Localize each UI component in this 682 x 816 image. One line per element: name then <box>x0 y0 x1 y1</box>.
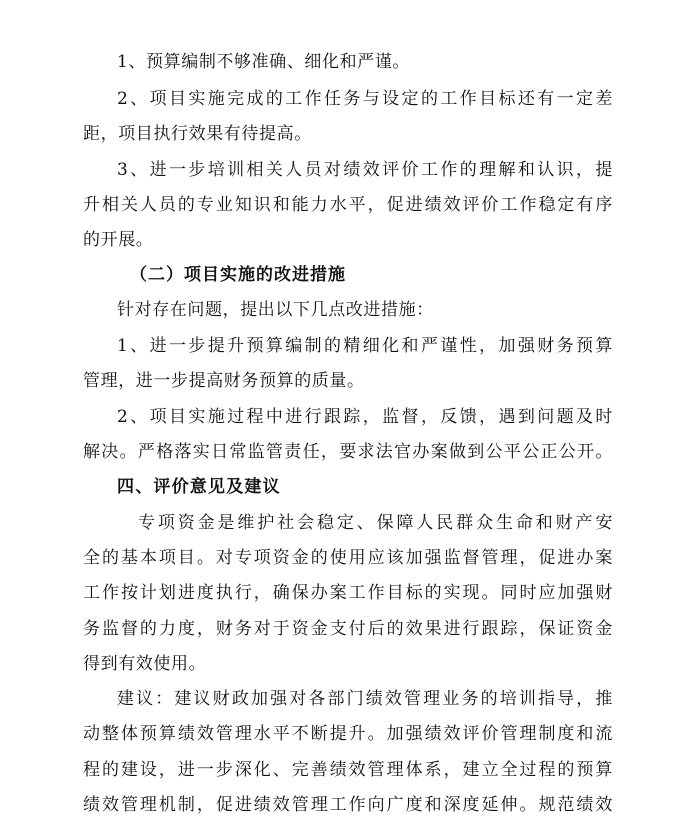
paragraph-line: 工作按计划进度执行，确保办案工作目标的实现。同时应加强财 <box>83 583 613 603</box>
paragraph-line: 2、项目实施过程中进行跟踪，监督，反馈，遇到问题及时 <box>117 407 613 427</box>
paragraph-line: 3、进一步培训相关人员对绩效评价工作的理解和认识，提 <box>117 160 613 180</box>
paragraph-line: 距，项目执行效果有待提高。 <box>83 124 312 144</box>
paragraph-line: 得到有效使用。 <box>83 654 207 674</box>
paragraph-line: 专项资金是维护社会稳定、保障人民群众生命和财产安 <box>138 513 613 533</box>
paragraph-line: 建议：建议财政加强对各部门绩效管理业务的培训指导，推 <box>117 689 613 709</box>
paragraph-line: 的开展。 <box>83 230 154 250</box>
section-heading: 四、评价意见及建议 <box>117 477 281 497</box>
paragraph-line: 程的建设，进一步深化、完善绩效管理体系，建立全过程的预算 <box>83 760 613 780</box>
paragraph-line: 针对存在问题，提出以下几点改进措施： <box>117 300 434 320</box>
paragraph-line: 2、项目实施完成的工作任务与设定的工作目标还有一定差 <box>117 89 613 109</box>
paragraph-line: 务监督的力度，财务对于资金支付后的效果进行跟踪，保证资金 <box>83 619 613 639</box>
section-subheading: （二）项目实施的改进措施 <box>130 265 346 285</box>
paragraph-line: 绩效管理机制，促进绩效管理工作向广度和深度延伸。规范绩效 <box>83 795 613 815</box>
paragraph-line: 1、预算编制不够准确、细化和严谨。 <box>117 52 411 72</box>
paragraph-line: 升相关人员的专业知识和能力水平，促进绩效评价工作稳定有序 <box>83 195 613 215</box>
paragraph-line: 1、进一步提升预算编制的精细化和严谨性，加强财务预算 <box>117 336 613 356</box>
paragraph-line: 解决。严格落实日常监管责任，要求法官办案做到公平公正公开。 <box>83 442 613 462</box>
paragraph-line: 全的基本项目。对专项资金的使用应该加强监督管理，促进办案 <box>83 548 613 568</box>
paragraph-line: 动整体预算绩效管理水平不断提升。加强绩效评价管理制度和流 <box>83 724 613 744</box>
paragraph-line: 管理，进一步提高财务预算的质量。 <box>83 371 365 391</box>
